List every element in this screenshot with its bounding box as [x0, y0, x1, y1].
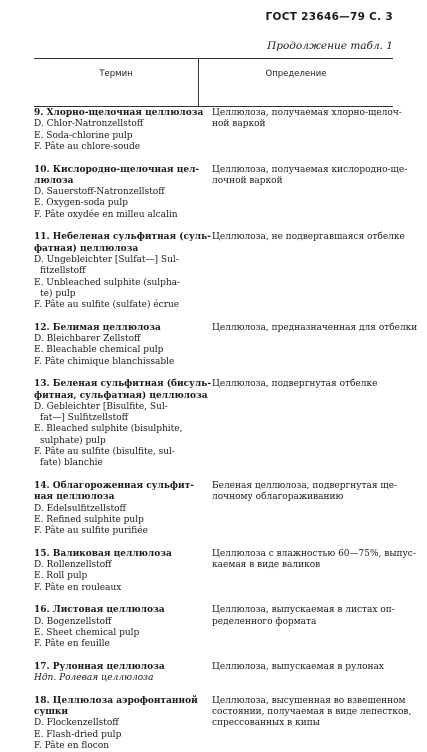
term-line: D. Flockenzellstoff — [34, 718, 119, 729]
term-title: 14. Облагороженная сульфит- — [34, 480, 195, 491]
term-line: F. Pâte au sulfite (sulfate) écrue — [34, 300, 180, 311]
term-title: 10. Кислородно-щелочная цел- — [34, 164, 200, 175]
term-title: 16. Листовая целлюлоза — [34, 605, 165, 616]
term-line: ная целлюлоза — [34, 492, 115, 503]
definition-line: ределенного формата — [212, 616, 317, 627]
term-title: 15. Валиковая целлюлоза — [34, 548, 172, 559]
term-line: D. Rollenzellstoff — [34, 560, 112, 570]
column-divider — [198, 58, 199, 106]
term-line: D. Bleichbarer Zellstoff — [34, 334, 141, 344]
term-line: D. Ungebleichter [Sulfat—] Sul- — [34, 254, 179, 265]
column-header-term: Термин — [99, 69, 133, 79]
term-line: E. Bleached sulphite (bisulphite, — [34, 424, 183, 435]
terms-table — [34, 58, 418, 751]
definition-line: Целлюлоза, выпускаемая в рулонах — [212, 661, 384, 672]
term-line: F. Pâte au sulfite (bisulfite, sul- — [34, 447, 175, 457]
table-continuation: Продолжение табл. 1 — [267, 40, 393, 52]
definition-line: лочной варкой — [212, 175, 283, 186]
column-header-definition: Определение — [265, 69, 327, 79]
term-line: fate) blanchie — [40, 458, 103, 469]
table-top-rule — [34, 58, 393, 59]
table-header-rule — [34, 106, 393, 107]
term-line: E. Flash-dried pulp — [34, 729, 122, 740]
term-title: 17. Рулонная целлюлоза — [34, 661, 165, 672]
term-line: E. Roll pulp — [34, 571, 88, 582]
definition-line: Целлюлоза, подвергнутая отбелке — [212, 379, 378, 390]
standard-number: ГОСТ 23646—79 С. 3 — [265, 11, 393, 23]
definition-line: Беленая целлюлоза, подвергнутая ще- — [212, 480, 398, 491]
definition-line: Целлюлоза, получаемая кислородно-ще- — [212, 164, 408, 175]
definition-line: Целлюлоза, получаемая хлорно-щелоч- — [212, 108, 402, 118]
definition-line: Целлюлоза, выпускаемая в листах оп- — [212, 605, 395, 616]
definition-line: Целлюлоза, не подвергавшаяся отбелке — [212, 232, 405, 243]
term-line: F. Pâte en flocon — [34, 740, 110, 751]
term-title: 9. Хлорно-щелочная целлюлоза — [34, 108, 204, 118]
definition-line: лочному облагораживанию — [212, 492, 344, 503]
page-header — [0, 0, 427, 60]
definition-line: состоянии, получаемая в виде лепестков, — [212, 706, 412, 717]
term-title: 18. Целлюлоза аэрофонтанной — [34, 695, 198, 706]
term-line: te) pulp — [40, 288, 76, 299]
term-line: F. Pâte oxydée en milleu alcalin — [34, 209, 178, 220]
term-line: sulphate) pulp — [40, 435, 106, 446]
definition-line: Целлюлоза, предназначенная для отбелки — [212, 322, 418, 333]
term-line: фатная) целлюлоза — [34, 243, 139, 254]
term-line: F. Pâte au sulfite purifiée — [34, 526, 148, 537]
term-line: D. Gebleichter [Bisulfite, Sul- — [34, 401, 168, 412]
definition-line: Целлюлоза с влажностью 60—75%, выпус- — [212, 548, 416, 559]
term-line: сушки — [34, 706, 69, 717]
definition-line: каемая в виде валиков — [212, 560, 321, 570]
term-title: 11. Небеленая сульфитная (суль- — [34, 232, 211, 243]
term-line: F. Pâte en rouleaux — [34, 582, 122, 593]
term-line: F. Pâte chimique blanchissable — [34, 356, 175, 367]
term-line: fat—] Sulfitzellstoff — [40, 413, 129, 424]
term-line: D. Bogenzellstoff — [34, 616, 112, 627]
term-line: D. Chlor-Natronzellstoff — [34, 119, 144, 130]
term-line: Ндп. Ролевая целлюлоза — [34, 673, 154, 683]
term-line: E. Soda-chlorine pulp — [34, 130, 133, 141]
definition-line: спрессованных в кипы — [212, 718, 320, 729]
term-line: D. Sauerstoff-Natronzellstoff — [34, 187, 165, 198]
term-line: fitzellstoff — [40, 266, 86, 277]
definition-line: Целлюлоза, высушенная во взвешенном — [212, 695, 406, 706]
term-line: E. Refined sulphite pulp — [34, 514, 144, 525]
term-line: D. Edelsulfitzellstoff — [34, 503, 126, 514]
term-line: люлоза — [34, 175, 74, 186]
term-line: E. Unbleached sulphite (sulpha- — [34, 277, 181, 288]
term-line: F. Pâte au chlore-soude — [34, 141, 141, 152]
term-title: 12. Белимая целлюлоза — [34, 322, 161, 333]
term-line: E. Oxygen-soda pulp — [34, 198, 128, 209]
term-line: E. Sheet chemical pulp — [34, 627, 140, 638]
term-line: F. Pâte en feuille — [34, 639, 110, 650]
term-line: E. Bleachable chemical pulp — [34, 345, 164, 356]
term-title: 13. Беленая сульфитная (бисуль- — [34, 379, 212, 390]
term-line: фитная, сульфатная) целлюлоза — [34, 390, 208, 401]
definition-line: ной варкой — [212, 119, 266, 130]
